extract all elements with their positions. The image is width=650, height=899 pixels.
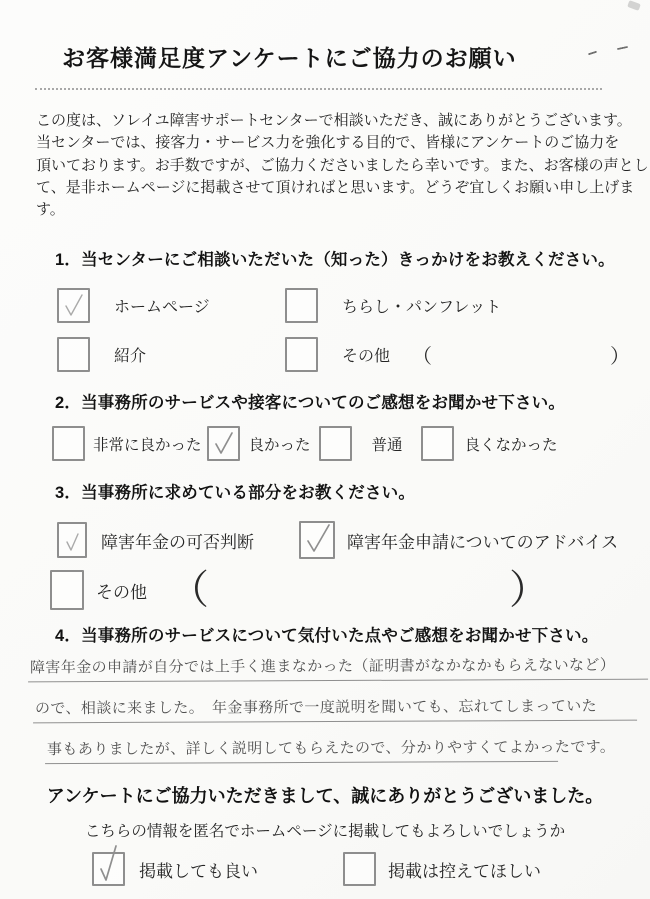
question-2-heading: 2．当事務所のサービスや接客についてのご感想をお聞かせ下さい。: [55, 394, 566, 412]
checkmark-icon: [60, 291, 88, 322]
scan-smudge: [627, 0, 641, 11]
checkbox-pension-eligibility: [57, 522, 87, 558]
checkbox-publish-no: [343, 852, 376, 886]
checkmark-icon: [302, 524, 333, 557]
checkbox-referral: [57, 337, 90, 372]
publish-options-row: [92, 852, 541, 886]
question-1-options-row-1: [57, 288, 501, 323]
intro-paragraph: [36, 110, 649, 221]
option-label: 障害年金の可否判断: [101, 532, 254, 552]
option-label: ホームページ: [114, 299, 210, 316]
checkmark-icon: [60, 525, 85, 557]
checkbox-pension-advice: [299, 521, 335, 559]
option-label: 紹介: [114, 348, 147, 365]
page-title: お客様満足度アンケートにご協力のお願い: [62, 45, 517, 71]
question-1-options-row-2: [57, 337, 630, 372]
question-3-options-row-2: [50, 570, 549, 610]
question-1-heading: 1．当センターにご相談いただいた（知った）きっかけをお教えください。: [55, 251, 615, 269]
checkbox-other-q3: [50, 570, 84, 610]
title-underline-rule: [35, 88, 602, 90]
checkbox-not-good: [421, 426, 454, 461]
option-label: 非常に良かった: [93, 436, 202, 454]
other-paren-close: ）: [509, 568, 549, 612]
checkbox-average: [319, 426, 352, 461]
checkmark-icon: [210, 429, 238, 460]
checkbox-homepage: [57, 288, 90, 323]
option-label: 掲載は控えてほしい: [388, 861, 541, 881]
option-label: その他: [96, 582, 147, 602]
option-label: ちらし・パンフレット: [342, 299, 502, 316]
pen-mark: [617, 46, 628, 50]
checkmark-icon: [95, 855, 123, 885]
option-label: 障害年金申請についてのアドバイス: [347, 532, 619, 552]
checkbox-very-good: [52, 426, 85, 461]
question-4-heading: 4．当事務所のサービスについて気付いた点やご感想をお聞かせ下さい。: [55, 627, 599, 645]
handwritten-answer-line: ので、相談に来ました。 年金事務所で一度説明を聞いても、忘れてしまっていた: [33, 688, 637, 724]
question-3-heading: 3．当事務所に求めている部分をお教ください。: [55, 484, 416, 502]
handwritten-answer-line: 事もありましたが、詳しく説明してもらえたので、分かりやすくてよかったです。: [45, 729, 558, 764]
other-paren-open: （: [169, 568, 209, 612]
other-paren-close: ）: [610, 346, 631, 368]
option-label: 掲載しても良い: [139, 861, 258, 881]
intro-line: 当センターでは、接客力・サービス力を強化する目的で、皆様にアンケートのご協力を: [36, 134, 620, 152]
checkbox-other-q1: [285, 337, 318, 372]
checkbox-good: [207, 426, 240, 461]
option-label: 良くなかった: [464, 436, 558, 454]
intro-line: て、是非ホームページに掲載させて頂ければと思います。どうぞ宜しくお願い申し上げま: [36, 178, 635, 196]
thanks-message: アンケートにご協力いただきまして、誠にありがとうございました。: [46, 786, 604, 806]
other-paren-open: （: [412, 346, 433, 368]
handwritten-answer-line: 障害年金の申請が自分では上手く進まなかった（証明書がなかなかもらえないなど）: [28, 647, 648, 683]
option-label: 普通: [371, 436, 403, 454]
question-2-options-row: [52, 426, 558, 461]
pen-mark: [588, 51, 597, 56]
checkbox-publish-ok: [92, 852, 125, 886]
intro-line: この度は、ソレイユ障害サポートセンターで相談いただき、誠にありがとうございます。: [36, 112, 632, 129]
checkbox-flyer: [285, 288, 318, 323]
intro-line: 頂いております。お手数ですが、ご協力くださいましたら幸いです。また、お客様の声とし: [36, 156, 649, 174]
option-label: 良かった: [248, 436, 311, 454]
intro-line: す。: [36, 201, 65, 219]
option-label: その他: [342, 348, 391, 365]
question-3-options-row-1: [57, 521, 618, 559]
publish-permission-question: こちらの情報を匿名でホームページに掲載してもよろしいでしょうか: [84, 823, 566, 840]
